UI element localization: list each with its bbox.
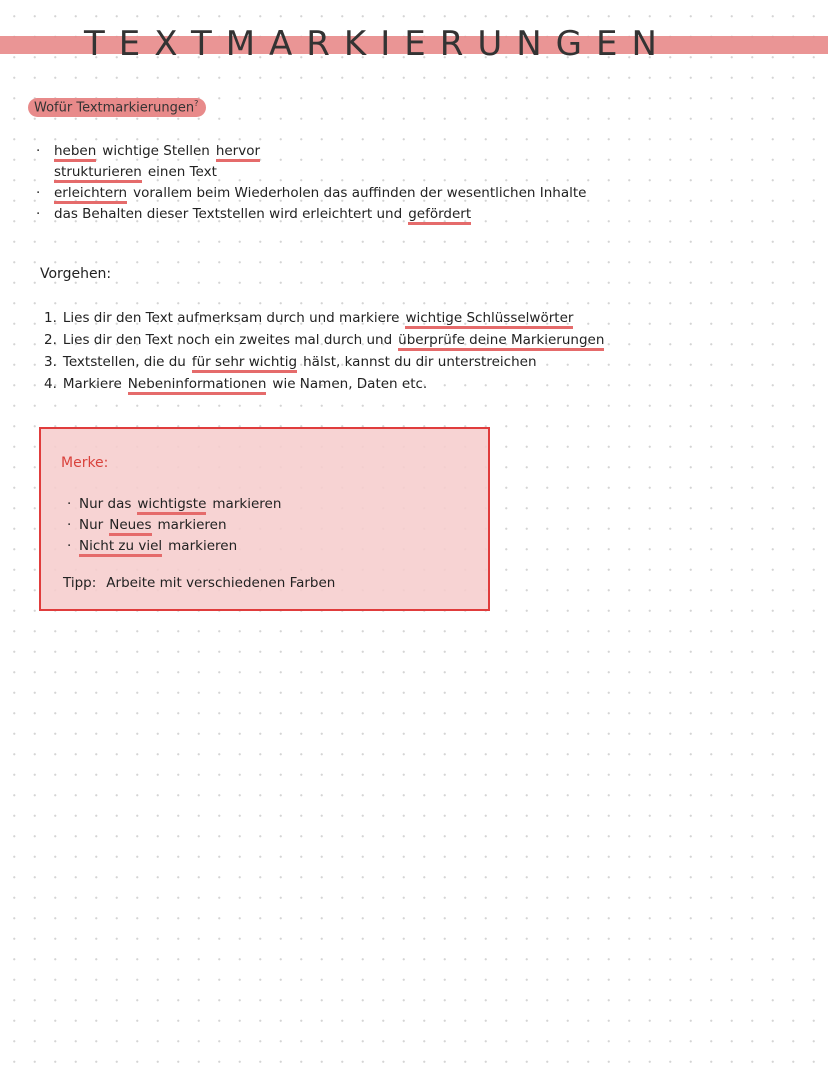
tip-text: Arbeite mit verschiedenen Farben: [106, 575, 336, 591]
item-text: einen Text: [147, 164, 217, 180]
question-text: Wofür Textmarkierungen: [34, 100, 195, 116]
step-text: Lies dir den Text aufmerksam durch und markiere: [62, 310, 400, 326]
procedure-steps: [44, 309, 604, 397]
bullet-dot-icon: ·: [36, 206, 41, 222]
step-text-end: hälst, kannst du dir unterstreichen: [303, 354, 537, 370]
step-text-end: wie Namen, Daten etc.: [272, 376, 428, 392]
merke-box: [39, 427, 490, 611]
step-number: 3.: [44, 354, 57, 370]
step-text: Markiere: [62, 376, 122, 392]
item-text: wichtige Stellen: [102, 143, 210, 159]
highlighted-word: heben: [54, 143, 96, 162]
item-text: vorallem beim Wiederholen das auffinden der wesentlichen Inhalte: [133, 185, 587, 201]
item-text: das Behalten dieser Textstellen wird erleichtert und: [54, 206, 403, 222]
highlighted-word: erleichtern: [54, 185, 127, 204]
list-item: [36, 184, 586, 205]
page-title: TEXTMARKIERUNGEN: [84, 24, 671, 64]
highlighted-phrase: Nebeninformationen: [128, 376, 267, 395]
merke-label: Merke:: [61, 455, 109, 471]
step-number: 4.: [44, 376, 57, 392]
item-text: Nur: [79, 517, 104, 533]
bullet-dot-icon: ·: [36, 185, 41, 201]
tip-label: Tipp:: [63, 575, 97, 591]
bullet-dot-icon: ·: [67, 517, 72, 533]
step-item: [44, 331, 604, 353]
merke-list: [67, 495, 281, 558]
list-item: [36, 205, 586, 226]
purpose-list: [36, 142, 586, 226]
question-mark: ?: [194, 99, 199, 108]
highlighted-word: Neues: [109, 517, 151, 536]
tip-line: [63, 575, 335, 591]
step-number: 1.: [44, 310, 57, 326]
step-item: [44, 353, 604, 375]
item-text-end: markieren: [212, 496, 282, 512]
step-item: [44, 309, 604, 331]
highlighted-word: Nicht zu viel: [79, 538, 162, 557]
highlighted-word: hervor: [216, 143, 260, 162]
highlighted-phrase: für sehr wichtig: [192, 354, 297, 373]
procedure-heading: Vorgehen:: [40, 266, 112, 282]
list-item: [36, 142, 586, 163]
question-heading: [28, 98, 206, 117]
list-item: [67, 495, 281, 516]
highlighted-phrase: überprüfe deine Markierungen: [398, 332, 604, 351]
item-text-end: markieren: [168, 538, 238, 554]
item-text: Nur das: [79, 496, 132, 512]
highlighted-phrase: wichtige Schlüsselwörter: [405, 310, 573, 329]
highlighted-word: gefördert: [408, 206, 471, 225]
list-item: [67, 537, 281, 558]
list-item: [36, 163, 586, 184]
step-number: 2.: [44, 332, 57, 348]
highlighted-word: strukturieren: [54, 164, 142, 183]
list-item: [67, 516, 281, 537]
step-text: Textstellen, die du: [62, 354, 186, 370]
bullet-dot-icon: ·: [67, 496, 72, 512]
step-text: Lies dir den Text noch ein zweites mal durch und: [62, 332, 393, 348]
step-item: [44, 375, 604, 397]
highlighted-word: wichtigste: [137, 496, 206, 515]
bullet-dot-icon: ·: [67, 538, 72, 554]
bullet-dot-icon: ·: [36, 143, 41, 159]
item-text-end: markieren: [157, 517, 227, 533]
